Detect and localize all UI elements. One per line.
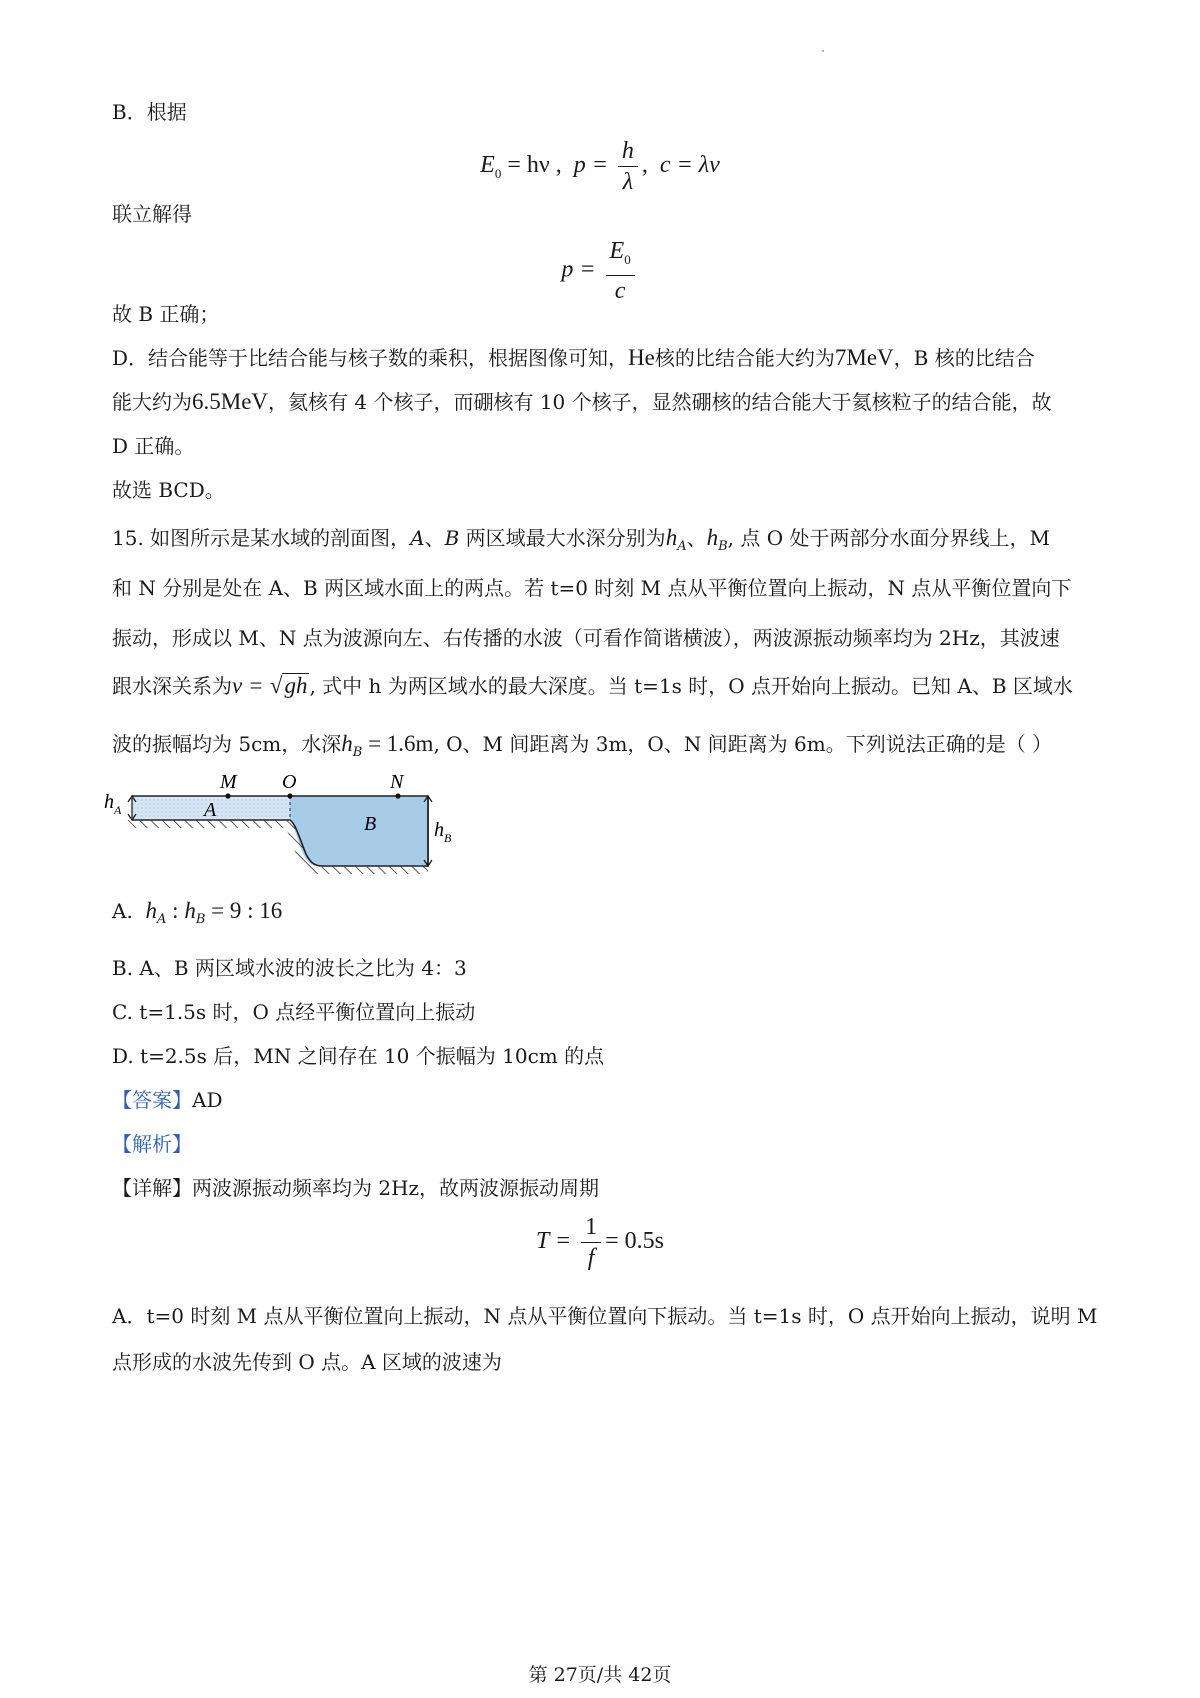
option-b: B. A、B 两区域水波的波长之比为 4：3 bbox=[112, 956, 467, 980]
eq1-c: c = λν bbox=[659, 152, 720, 179]
detail-line: 【详解】两波源振动频率均为 2Hz，故两波源振动周期 bbox=[112, 1176, 600, 1200]
label-o: O bbox=[282, 771, 297, 793]
point-n bbox=[395, 793, 400, 798]
option-a: A. $h_A$ : $h_B = 9$ : 16 bbox=[112, 898, 283, 927]
water-region-b bbox=[290, 796, 428, 866]
label-n: N bbox=[390, 771, 404, 793]
text-d-line-2: 能大约为6.5MeV，氦核有 4 个核子，而硼核有 10 个核子，显然硼核的结合能大于氦核粒子的结合能，故 bbox=[112, 389, 1052, 414]
text-b-correct: 故 B 正确； bbox=[112, 302, 220, 326]
eq1-p: p = bbox=[573, 152, 608, 179]
equation-3: T = $\frac{1}{f}$ = 0.5s bbox=[536, 1214, 664, 1271]
eq1-e: E bbox=[480, 152, 495, 179]
he-value: 7MeV bbox=[834, 345, 894, 370]
q15-line-5: 波的振幅均为 5cm，水深$h_B = 1.6m$, O、M 间距离为 3m，O、N 间距离为 6m。下列说法正确的是（ ） bbox=[112, 731, 1053, 760]
text-d-line-1: D．结合能等于比结合能与核子数的乘积，根据图像可知，He核的比结合能大约为7MeV，B 核的比结合 bbox=[112, 345, 1035, 370]
eq2-p: p = bbox=[561, 256, 596, 283]
b-value: 6.5MeV bbox=[192, 389, 269, 414]
label-m: M bbox=[220, 771, 237, 793]
page-footer: 第 27页/共 42页 bbox=[528, 1664, 672, 1686]
option-c: C. t=1.5s 时，O 点经平衡位置向上振动 bbox=[112, 1000, 476, 1024]
tail-line-1: A．t=0 时刻 M 点从平衡位置向上振动，N 点从平衡位置向下振动。当 t=1s 时，O 点开始向上振动，说明 M bbox=[112, 1304, 1098, 1328]
scan-dot bbox=[822, 50, 824, 52]
text-combine: 联立解得 bbox=[112, 202, 192, 226]
eq3-fraction: $\frac{1}{f}$ bbox=[581, 1212, 601, 1273]
q15-line-4: 跟水深关系为v = √gh , 式中 h 为两区域水的最大深度。当 t=1s 时，O 点开始向上振动。已知 A、B 区域水 bbox=[112, 673, 1073, 698]
answer-value: AD bbox=[192, 1088, 223, 1112]
eq2-fraction bbox=[606, 236, 635, 306]
analysis-line bbox=[112, 1128, 192, 1157]
q15-line-3: 振动，形成以 M、N 点为波源向左、右传播的水波（可看作简谐横波），两波源振动频率均为 2Hz，其波速 bbox=[112, 626, 1060, 650]
answer-tag: 【答案】 bbox=[112, 1088, 192, 1112]
eq1-hv: = hν , bbox=[501, 152, 562, 179]
label-hb: $h_B$ bbox=[434, 819, 452, 845]
answer-line bbox=[112, 1084, 222, 1113]
eq1-e-sub: 0 bbox=[494, 165, 502, 181]
eq1-fraction bbox=[618, 136, 638, 197]
q15-line-1: 15. 如图所示是某水域的剖面图，A、B 两区域最大水深分别为$h_A$、$h_B$, 点 O 处于两部分水面分界线上，M bbox=[112, 525, 1050, 554]
equation-1 bbox=[0, 136, 1200, 197]
tail-line-2: 点形成的水波先传到 O 点。A 区域的波速为 bbox=[112, 1350, 502, 1374]
eq2-num: $E_0$ bbox=[606, 236, 635, 276]
text-d-line-3: D 正确。 bbox=[112, 434, 195, 458]
equation-2 bbox=[0, 236, 1200, 306]
point-o bbox=[287, 793, 292, 798]
sqrt-body: gh bbox=[284, 673, 308, 698]
eq1-num: h bbox=[618, 136, 638, 167]
label-ha: $h_A$ bbox=[104, 791, 122, 817]
analysis-tag: 【解析】 bbox=[112, 1132, 192, 1156]
eq2-den: c bbox=[614, 277, 626, 304]
q15-line-2: 和 N 分别是处在 A、B 两区域水面上的两点。若 t=0 时刻 M 点从平衡位置向上振动，N 点从平衡位置向下 bbox=[112, 576, 1072, 600]
text-choose: 故选 BCD。 bbox=[112, 478, 225, 502]
eq1-den: λ bbox=[622, 169, 634, 195]
option-d: D. t=2.5s 后，MN 之间存在 10 个振幅为 10cm 的点 bbox=[112, 1044, 605, 1068]
eq1-comma: , bbox=[641, 152, 648, 179]
text-b-lead: B．根据 bbox=[112, 100, 187, 124]
label-a: A bbox=[204, 799, 217, 821]
water-profile-figure bbox=[100, 770, 480, 890]
label-b: B bbox=[364, 813, 377, 835]
he-symbol: He bbox=[628, 345, 655, 370]
point-m bbox=[225, 793, 230, 798]
sqrt-sign: √ bbox=[269, 673, 283, 698]
detail-tag: 【详解】 bbox=[112, 1176, 192, 1200]
